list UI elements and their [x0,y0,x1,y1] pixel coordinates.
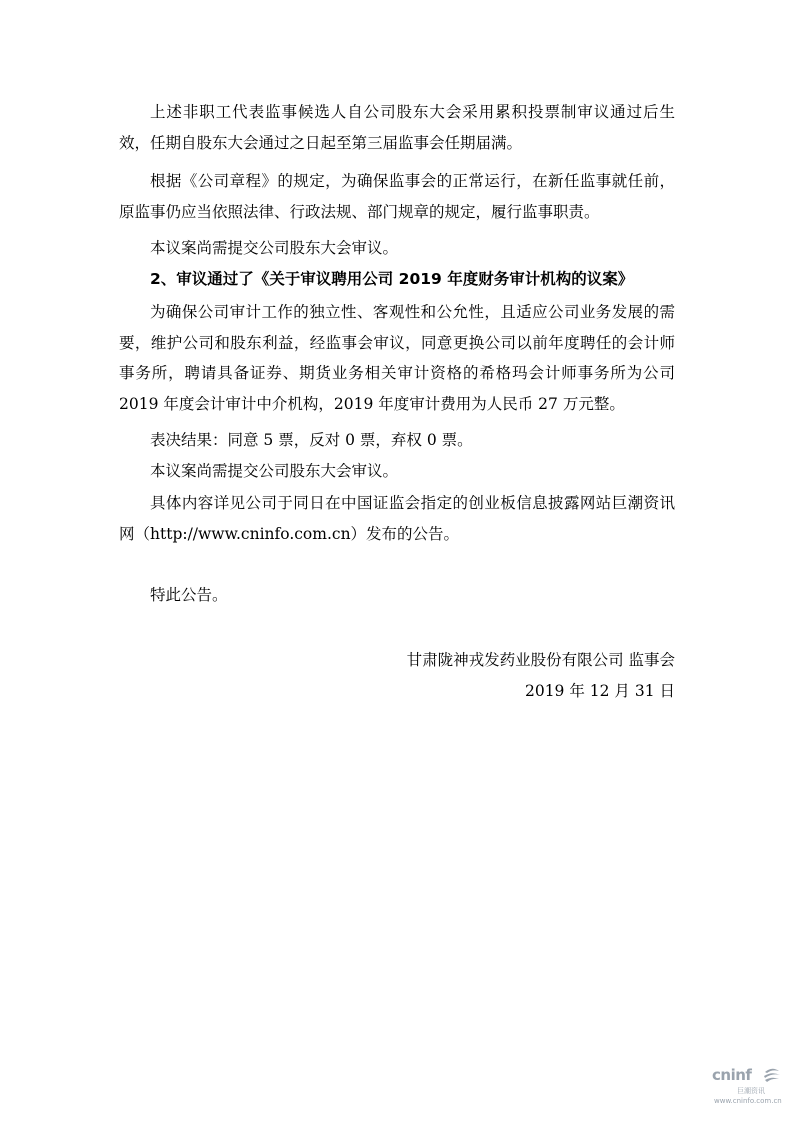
paragraph-articles-of-association: 根据《公司章程》的规定，为确保监事会的正常运行，在新任监事就任前，原监事仍应当依照法律、行政法规、部门规章的规定，履行监事职责。 [119,172,675,221]
paragraph-submit-shareholders-2: 本议案尚需提交公司股东大会审议。 [150,462,399,480]
cninfo-brand-cn: 巨潮资讯 [737,1087,765,1095]
paragraph-vote-result: 表决结果：同意 5 票，反对 0 票，弃权 0 票。 [150,431,473,449]
paragraph-submit-shareholders-1: 本议案尚需提交公司股东大会审议。 [150,239,399,257]
signature-date: 2019 年 12 月 31 日 [524,682,675,700]
paragraph-audit-firm: 为确保公司审计工作的独立性、客观性和公允性，且适应公司业务发展的需要，维护公司和股东利益，经监事会审议，同意更换公司以前年度聘任的会计师事务所，聘请具备证券、期货业务相关审计资格的希格玛会计师事务所为公司 2019 年度会计审计中介机构，2019 年度审计费用为人民币 27 万元整。 [119,303,675,413]
paragraph-term-of-office: 上述非职工代表监事候选人自公司股东大会采用累积投票制审议通过后生效，任期自股东大会通过之日起至第三届监事会任期届满。 [119,103,675,152]
paragraph-announcement-close: 特此公告。 [150,586,228,604]
signature-company: 甘肃陇神戎发药业股份有限公司 监事会 [406,651,675,669]
paragraph-details-reference: 具体内容详见公司于同日在中国证监会指定的创业板信息披露网站巨潮资讯网（http://www.cninfo.com.cn）发布的公告。 [119,494,675,543]
cninfo-logo-icon [762,1067,782,1084]
cninfo-watermark-logo [706,1066,786,1110]
cninfo-url: www.cninfo.com.cn [714,1097,782,1105]
cninfo-brand-text: cninf [712,1066,752,1084]
section-heading-2: 2、审议通过了《关于审议聘用公司 2019 年度财务审计机构的议案》 [150,270,634,288]
